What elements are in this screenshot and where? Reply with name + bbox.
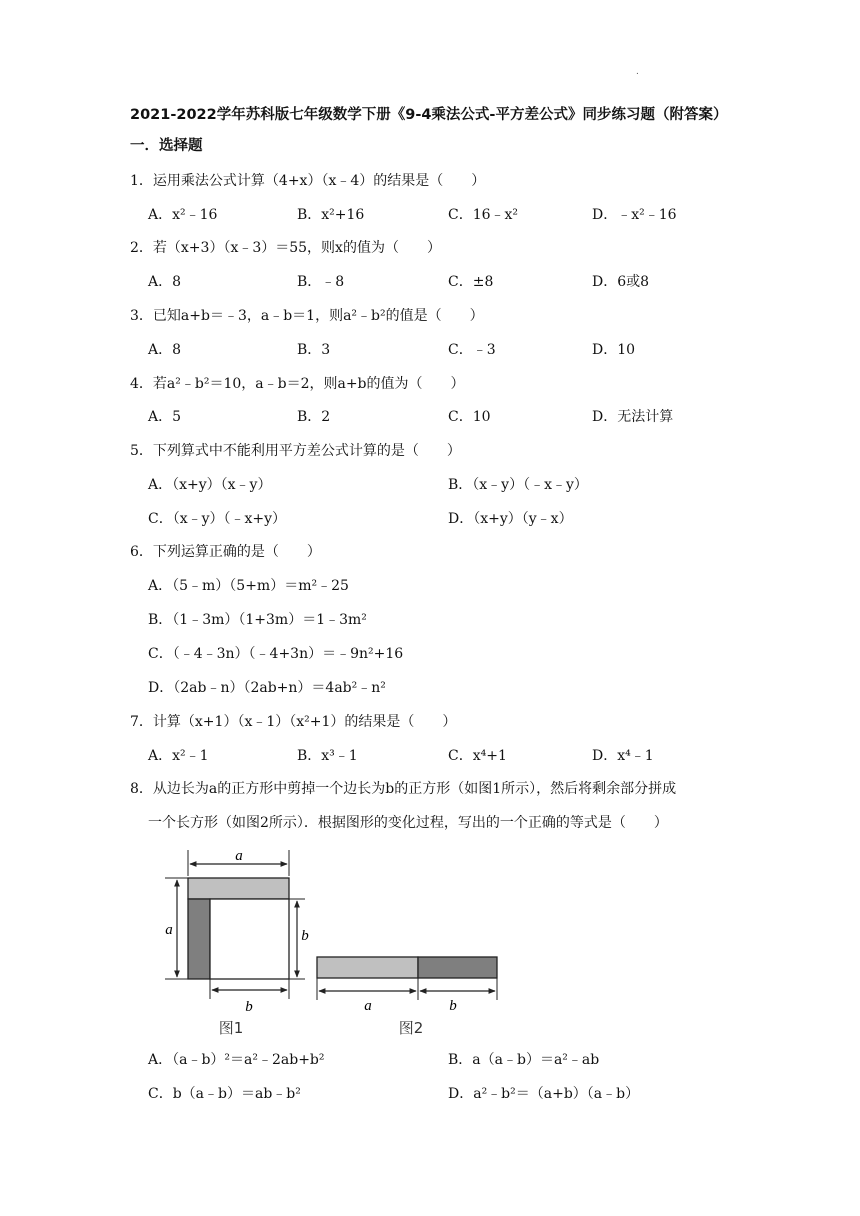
- question-4-option-a: A．5: [148, 409, 182, 425]
- question-2-stem: 2．若（x+3）（x﹣3）＝55，则x的值为（ ）: [130, 240, 441, 256]
- question-5-option-a: A．（x+y）（x﹣y）: [148, 477, 272, 493]
- figure-2-label: 图2: [398, 1019, 424, 1037]
- question-7-option-b: B．x³﹣1: [297, 748, 358, 764]
- question-6-option-d: D．（2ab﹣n）（2ab+n）＝4ab²﹣n²: [148, 680, 386, 696]
- question-5-option-c: C．（x﹣y）（﹣x+y）: [148, 511, 287, 527]
- question-1-option-a: A．x²﹣16: [148, 207, 218, 223]
- question-3-option-d: D．10: [592, 342, 636, 358]
- question-2-option-d: D．6或8: [592, 274, 650, 290]
- long-strip-dark: [418, 957, 497, 978]
- label-b-bottom: b: [245, 999, 253, 1015]
- left-strip: [188, 899, 210, 979]
- label-a-fig2: a: [364, 998, 372, 1014]
- question-1-option-d: D．﹣x²﹣16: [592, 207, 677, 223]
- question-6-option-b: B．（1﹣3m）（1+3m）＝1﹣3m²: [148, 612, 367, 628]
- question-5-stem: 5．下列算式中不能利用平方差公式计算的是（ ）: [130, 443, 461, 459]
- figure-2: [317, 957, 497, 1037]
- figure-1: [165, 848, 309, 1037]
- question-7-option-a: A．x²﹣1: [148, 748, 209, 764]
- question-8-option-c: C．b（a﹣b）＝ab﹣b²: [148, 1086, 301, 1102]
- question-6-stem: 6．下列运算正确的是（ ）: [130, 544, 321, 560]
- top-strip: [188, 878, 289, 899]
- question-3-option-a: A．8: [148, 342, 182, 358]
- question-7-option-c: C．x⁴+1: [448, 748, 507, 764]
- square-cut-figure: [155, 844, 515, 1044]
- question-2-option-b: B．﹣8: [297, 274, 345, 290]
- label-b-fig2: b: [449, 998, 457, 1014]
- question-6-option-c: C．（﹣4﹣3n）（﹣4+3n）＝﹣9n²+16: [148, 646, 404, 662]
- question-2-option-a: A．8: [148, 274, 182, 290]
- question-1-option-c: C．16﹣x²: [448, 207, 519, 223]
- question-8-option-a: A．（a﹣b）²＝a²﹣2ab+b²: [148, 1052, 325, 1068]
- document-title: 2021-2022学年苏科版七年级数学下册《9-4乘法公式-平方差公式》同步练习题（附答案）: [130, 107, 728, 123]
- figure-1-label: 图1: [218, 1019, 244, 1037]
- section-heading: 一．选择题: [130, 138, 203, 154]
- question-4-option-d: D．无法计算: [592, 409, 674, 425]
- cut-square: [210, 899, 289, 979]
- question-4-option-b: B．2: [297, 409, 331, 425]
- long-strip-light: [317, 957, 418, 978]
- question-8-option-d: D．a²﹣b²＝（a+b）（a﹣b）: [448, 1086, 640, 1102]
- label-a-left: a: [165, 922, 173, 938]
- question-3-option-b: B．3: [297, 342, 331, 358]
- question-4-stem: 4．若a²﹣b²＝10，a﹣b＝2，则a+b的值为（ ）: [130, 376, 465, 392]
- header-dot: .: [636, 66, 639, 77]
- label-b-right: b: [301, 928, 309, 944]
- question-8-stem: 8．从边长为a的正方形中剪掉一个边长为b的正方形（如图1所示），然后将剩余部分拼成: [130, 781, 677, 797]
- question-4-option-c: C．10: [448, 409, 491, 425]
- question-8-stem-continued: 一个长方形（如图2所示）．根据图形的变化过程，写出的一个正确的等式是（ ）: [148, 815, 668, 831]
- question-1-stem: 1．运用乘法公式计算（4+x）（x﹣4）的结果是（ ）: [130, 173, 486, 189]
- question-5-option-b: B．（x﹣y）（﹣x﹣y）: [448, 477, 588, 493]
- question-8-option-b: B．a（a﹣b）＝a²﹣ab: [448, 1052, 600, 1068]
- question-7-option-d: D．x⁴﹣1: [592, 748, 654, 764]
- label-a-top: a: [235, 848, 243, 864]
- question-5-option-d: D．（x+y）（y﹣x）: [448, 511, 573, 527]
- question-3-option-c: C．﹣3: [448, 342, 496, 358]
- question-2-option-c: C．±8: [448, 274, 494, 290]
- question-7-stem: 7．计算（x+1）（x﹣1）（x²+1）的结果是（ ）: [130, 714, 457, 730]
- question-1-option-b: B．x²+16: [297, 207, 365, 223]
- question-6-option-a: A．（5﹣m）（5+m）＝m²﹣25: [148, 578, 349, 594]
- question-3-stem: 3．已知a+b＝﹣3，a﹣b＝1，则a²﹣b²的值是（ ）: [130, 308, 484, 324]
